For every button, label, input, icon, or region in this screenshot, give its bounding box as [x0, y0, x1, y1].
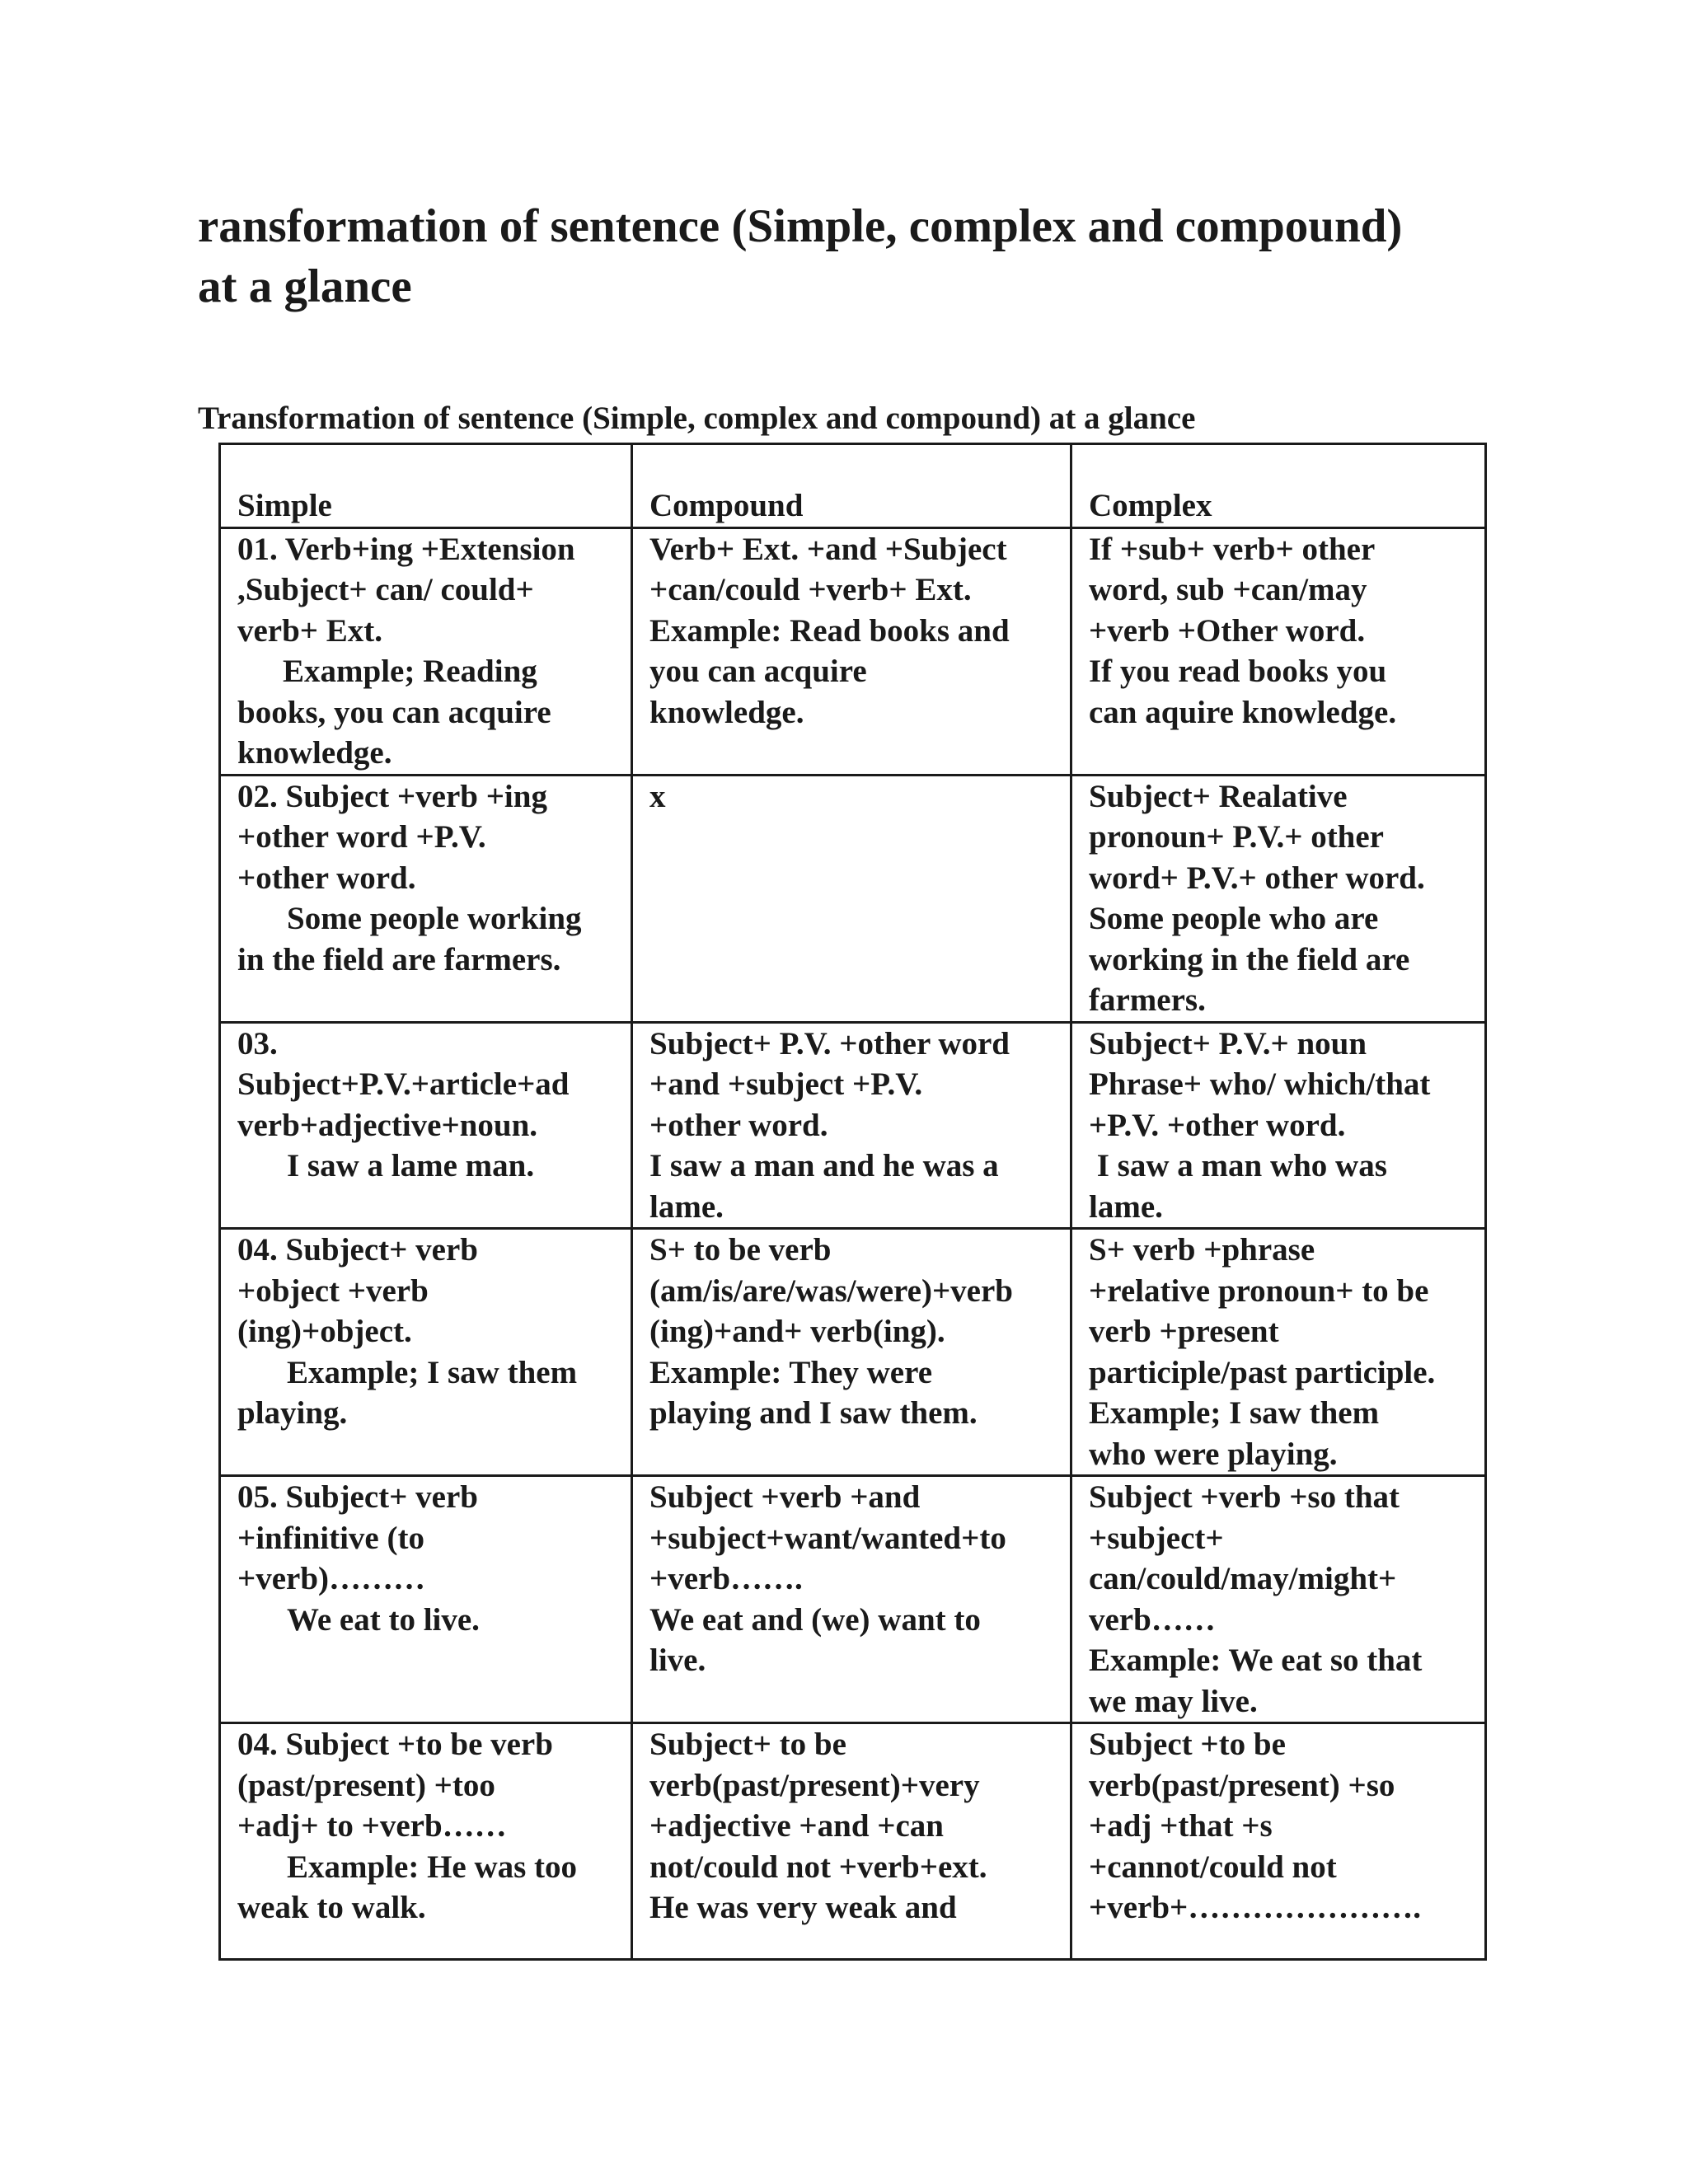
cell-compound	[632, 1476, 1071, 1723]
cell-line: Example: We eat so that	[1089, 1643, 1423, 1678]
cell-line: knowledge.	[649, 694, 804, 730]
cell-line: Example: He was too	[287, 1849, 578, 1885]
cell-line: live.	[649, 1643, 706, 1678]
cell-line: +other word.	[237, 860, 416, 896]
cell-line: we may live.	[1089, 1683, 1258, 1719]
cell-line: can aquire knowledge.	[1089, 694, 1397, 730]
cell-line: +cannot/could not	[1089, 1849, 1337, 1885]
cell-line: +verb…….	[649, 1561, 803, 1596]
cell-line: can/could/may/might+	[1089, 1561, 1397, 1596]
cell-line: +relative pronoun+ to be	[1089, 1272, 1429, 1309]
cell-line: word+ P.V.+ other word.	[1089, 860, 1425, 896]
cell-line: verb+adjective+noun.	[237, 1107, 538, 1143]
cell-line: in the field are farmers.	[237, 941, 561, 977]
table-row	[220, 1723, 1486, 1960]
header-compound: Compound	[632, 444, 1071, 528]
cell-line: x	[649, 778, 666, 814]
cell-line: not/could not +verb+ext.	[649, 1849, 987, 1885]
cell-complex	[1071, 1476, 1486, 1723]
cell-compound	[632, 527, 1071, 775]
cell-line: Verb+ Ext. +and +Subject	[649, 531, 1007, 567]
cell-line: Subject +to be	[1089, 1727, 1286, 1762]
cell-complex	[1071, 1229, 1486, 1476]
cell-line: If +sub+ verb+ other	[1089, 531, 1376, 567]
cell-line: Example; I saw them	[287, 1354, 578, 1390]
cell-line: ,Subject+ can/ could+	[237, 572, 534, 607]
cell-line: playing and I saw them.	[649, 1395, 978, 1431]
cell-line: verb(past/present) +so	[1089, 1767, 1395, 1803]
cell-simple	[220, 527, 632, 775]
cell-line: Subject +verb +and	[649, 1479, 921, 1515]
cell-line: Some people who are	[1089, 901, 1379, 936]
cell-line: 01. Verb+ing +Extension	[237, 531, 575, 567]
cell-line: I saw a man who was	[1089, 1148, 1387, 1183]
cell-line: you can acquire	[649, 654, 867, 689]
section-heading: Transformation of sentence (Simple, complex and compound) at a glance	[198, 401, 1196, 436]
cell-line: I saw a man and he was a	[649, 1148, 999, 1183]
cell-line: weak to walk.	[237, 1890, 426, 1925]
cell-line: Example; Reading	[283, 654, 537, 689]
cell-line: He was very weak and	[649, 1890, 957, 1925]
cell-line: Some people working	[287, 901, 582, 936]
table-row	[220, 1476, 1486, 1723]
cell-complex	[1071, 1022, 1486, 1229]
cell-line: (am/is/are/was/were)+verb	[649, 1272, 1013, 1309]
table-row	[220, 775, 1486, 1022]
cell-line: 05. Subject+ verb	[237, 1479, 478, 1515]
cell-compound	[632, 1229, 1071, 1476]
header-complex: Complex	[1071, 444, 1486, 528]
cell-line: (ing)+and+ verb(ing).	[649, 1314, 945, 1349]
cell-line: participle/past participle.	[1089, 1354, 1436, 1390]
cell-line: I saw a lame man.	[287, 1148, 535, 1183]
table-row	[220, 1229, 1486, 1476]
cell-compound	[632, 775, 1071, 1022]
cell-line: We eat and (we) want to	[649, 1601, 981, 1638]
cell-line: +subject+want/wanted+to	[649, 1520, 1006, 1556]
table-header-row	[220, 444, 1486, 528]
cell-complex	[1071, 527, 1486, 775]
cell-line: +subject+	[1089, 1520, 1224, 1556]
cell-simple	[220, 1723, 632, 1960]
cell-line: (past/present) +too	[237, 1767, 495, 1803]
cell-line: verb+ Ext.	[237, 612, 383, 649]
cell-line: Subject+ to be	[649, 1727, 846, 1762]
cell-line: Subject+ P.V.+ noun	[1089, 1025, 1367, 1062]
table-row	[220, 527, 1486, 775]
cell-line: 02. Subject +verb +ing	[237, 778, 547, 814]
cell-line: Subject+P.V.+article+ad	[237, 1066, 570, 1102]
cell-line: +verb+………………….	[1089, 1890, 1422, 1925]
cell-line: verb +present	[1089, 1314, 1279, 1349]
cell-line: +and +subject +P.V.	[649, 1066, 923, 1102]
cell-line: books, you can acquire	[237, 694, 551, 730]
cell-line: Example: Read books and	[649, 612, 1010, 649]
cell-line: 04. Subject+ verb	[237, 1232, 478, 1268]
cell-line: Subject +verb +so that	[1089, 1479, 1400, 1515]
cell-line: Phrase+ who/ which/that	[1089, 1066, 1431, 1102]
table-row	[220, 1022, 1486, 1229]
cell-line: +other word +P.V.	[237, 819, 486, 855]
cell-line: +adj +that +s	[1089, 1808, 1273, 1844]
cell-simple	[220, 1229, 632, 1476]
cell-line: We eat to live.	[287, 1601, 480, 1638]
cell-line: lame.	[1089, 1188, 1163, 1225]
cell-line: Example: They were	[649, 1354, 933, 1390]
cell-line: +can/could +verb+ Ext.	[649, 572, 972, 607]
cell-line: +P.V. +other word.	[1089, 1107, 1346, 1143]
cell-complex	[1071, 775, 1486, 1022]
cell-line: +infinitive (to	[237, 1520, 424, 1556]
cell-line: +verb +Other word.	[1089, 612, 1366, 649]
cell-line: S+ to be verb	[649, 1232, 832, 1268]
cell-line: lame.	[649, 1188, 724, 1225]
cell-simple	[220, 1476, 632, 1723]
cell-line: playing.	[237, 1395, 348, 1431]
cell-line: S+ verb +phrase	[1089, 1232, 1315, 1268]
cell-line: +verb)………	[237, 1561, 426, 1596]
cell-line: knowledge.	[237, 735, 392, 771]
cell-line: (ing)+object.	[237, 1314, 412, 1349]
cell-line: word, sub +can/may	[1089, 572, 1367, 607]
cell-line: pronoun+ P.V.+ other	[1089, 819, 1384, 855]
cell-compound	[632, 1022, 1071, 1229]
cell-line: +object +verb	[237, 1272, 429, 1309]
cell-compound	[632, 1723, 1071, 1960]
cell-line: 03.	[237, 1025, 278, 1062]
cell-simple	[220, 775, 632, 1022]
cell-line: Subject+ Realative	[1089, 778, 1348, 814]
cell-line: who were playing.	[1089, 1436, 1338, 1472]
page-title: ransformation of sentence (Simple, complex and compound) at a glance	[198, 200, 1403, 312]
cell-line: +adj+ to +verb……	[237, 1808, 507, 1844]
cell-line: Example; I saw them	[1089, 1395, 1380, 1431]
transformation-table	[218, 443, 1487, 1961]
cell-line: +other word.	[649, 1107, 828, 1143]
cell-line: If you read books you	[1089, 654, 1387, 689]
cell-line: working in the field are	[1089, 941, 1410, 977]
cell-line: +adjective +and +can	[649, 1808, 944, 1844]
cell-line: Subject+ P.V. +other word	[649, 1025, 1010, 1062]
cell-line: farmers.	[1089, 982, 1206, 1018]
cell-complex	[1071, 1723, 1486, 1960]
cell-simple	[220, 1022, 632, 1229]
header-simple: Simple	[220, 444, 632, 528]
cell-line: verb(past/present)+very	[649, 1767, 980, 1803]
cell-line: verb……	[1089, 1601, 1216, 1638]
cell-line: 04. Subject +to be verb	[237, 1727, 553, 1762]
